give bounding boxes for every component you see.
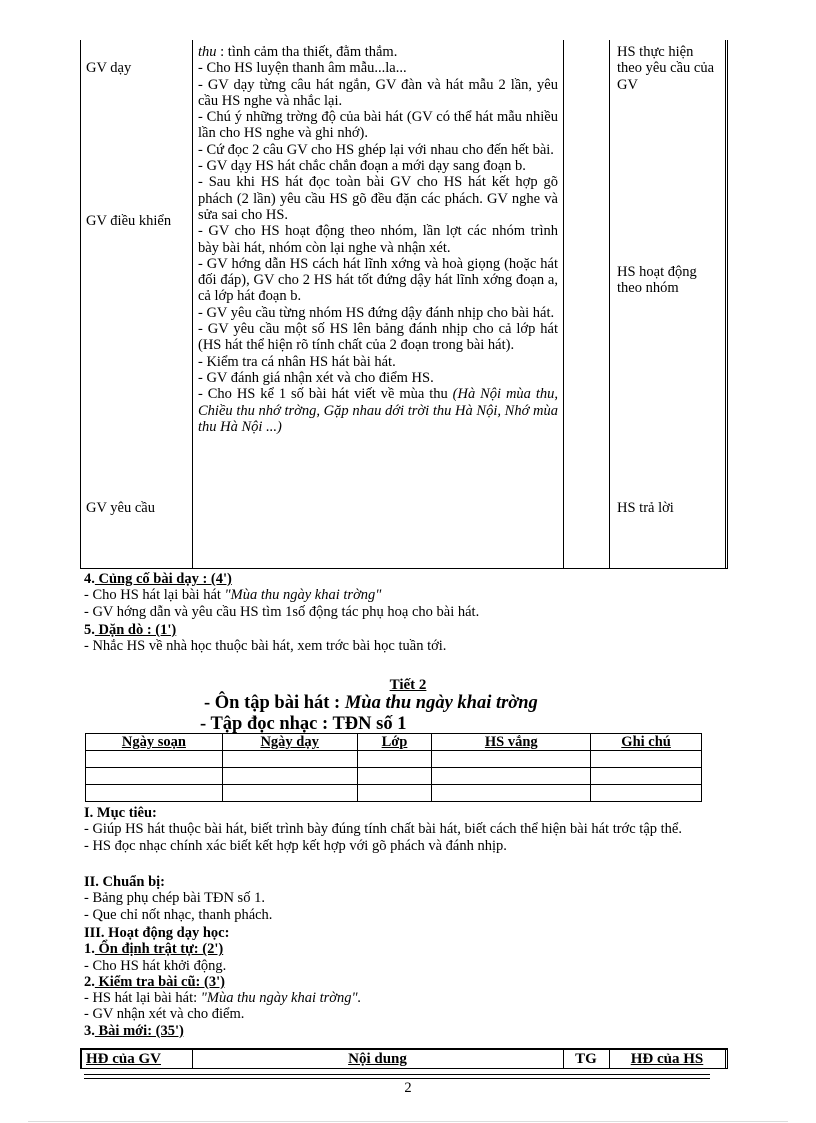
teacher-activity-3: GV yêu cầu bbox=[86, 500, 155, 516]
teacher-activity-1: GV dạy bbox=[86, 60, 132, 76]
bottom-header-tg: TG bbox=[575, 1051, 597, 1067]
preparation-line-2: - Que chỉ nốt nhạc, thanh phách. bbox=[84, 906, 273, 923]
activities bbox=[84, 925, 724, 1039]
objectives bbox=[84, 805, 724, 854]
header-ngay-soan: Ngày soạn bbox=[86, 734, 223, 751]
lesson-info-table bbox=[85, 733, 702, 802]
preparation-heading: II. Chuẩn bị: bbox=[84, 874, 165, 890]
content-p9: - GV yêu cầu từng nhóm HS đứng dậy đánh nhịp cho bài hát. bbox=[198, 304, 555, 321]
content-p10: - GV yêu cầu một số HS lên bảng đánh nhịp cho cả lớp hát (HS hát thể hiện rõ tính chất của 2 đoạn trong bài hát). bbox=[198, 321, 558, 354]
objectives-line-2: - HS đọc nhạc chính xác biết kết hợp kết hợp với gõ phách và đánh nhịp. bbox=[84, 837, 507, 854]
content-p12: - GV đánh giá nhận xét và cho điểm HS. bbox=[198, 369, 434, 386]
activities-s1-line: - Cho HS hát khởi động. bbox=[84, 957, 227, 974]
content-p11: - Kiểm tra cá nhân HS hát bài hát. bbox=[198, 353, 396, 370]
teacher-activity-2: GV điều khiển bbox=[86, 213, 172, 229]
table-row bbox=[86, 768, 702, 785]
student-activity-1: HS thực hiện theo yêu cầu của GV bbox=[617, 44, 715, 93]
lesson-subtitle-1: - Ôn tập bài hát : Mùa thu ngày khai trờng bbox=[204, 693, 538, 713]
header-ngay-day: Ngày dạy bbox=[222, 734, 357, 751]
student-activity-3: HS trả lời bbox=[617, 500, 674, 516]
section-4 bbox=[84, 571, 724, 620]
content-p3: - Chú ý những trờng độ của bài hát (GV có thể hát mẫu nhiều lần cho HS nghe và ghi nhớ). bbox=[198, 109, 558, 142]
preparation-line-1: - Bảng phụ chép bài TĐN số 1. bbox=[84, 890, 265, 907]
objectives-heading: I. Mục tiêu: bbox=[84, 805, 157, 821]
section-5 bbox=[84, 622, 724, 655]
header-ghi-chu: Ghi chú bbox=[591, 734, 702, 751]
section-4-line-1: - Cho HS hát lại bài hát "Mùa thu ngày khai trờng" bbox=[84, 587, 382, 604]
footer-rule-2 bbox=[84, 1078, 710, 1079]
content-p6: - Sau khi HS hát đọc toàn bài GV cho HS hát kết hợp gõ phách (2 lần) yêu cầu HS gõ đều đặn các phách. GV nghe và sửa sai cho HS. bbox=[198, 174, 558, 223]
bottom-header-hs: HĐ của HS bbox=[630, 1051, 704, 1067]
section-4-heading: 4. Củng cố bài dạy : (4') bbox=[84, 571, 232, 587]
header-hs-vang: HS vắng bbox=[432, 734, 591, 751]
content-p5: - GV dạy HS hát chắc chắn đoạn a mới dạy sang đoạn b. bbox=[198, 158, 526, 175]
content-line0-italic: thu bbox=[198, 44, 217, 60]
lesson-subtitle-2: - Tập đọc nhạc : TĐN số 1 bbox=[200, 714, 407, 734]
lesson-title: Tiết 2 bbox=[389, 677, 427, 693]
header-lop: Lớp bbox=[357, 734, 432, 751]
preparation bbox=[84, 874, 724, 923]
activities-s2-line-2: - GV nhận xét và cho điểm. bbox=[84, 1006, 245, 1023]
activities-s1-heading: 1. Ổn định trật tự: (2') bbox=[84, 941, 224, 958]
student-activity-2: HS hoạt động theo nhóm bbox=[617, 264, 697, 297]
section-5-line-1: - Nhắc HS về nhà học thuộc bài hát, xem trớc bài học tuần tới. bbox=[84, 638, 447, 655]
page-number: 2 bbox=[404, 1080, 412, 1096]
content-p2: - GV dạy từng câu hát ngắn, GV đàn và hát mẫu 2 lần, yêu cầu HS nghe và nhắc lại. bbox=[198, 76, 558, 109]
activities-s3-heading: 3. Bài mới: (35') bbox=[84, 1022, 184, 1039]
bottom-header-gv: HĐ của GV bbox=[86, 1051, 161, 1067]
activities-heading: III. Hoạt động dạy học: bbox=[84, 925, 230, 941]
content-p1: - Cho HS luyện thanh âm mẫu...la... bbox=[198, 60, 407, 77]
content-line0: : tình cảm tha thiết, đằm thắm. bbox=[216, 44, 398, 60]
objectives-line-1: - Giúp HS hát thuộc bài hát, biết trình bày đúng tính chất bài hát, biết cách thể hiện bài hát trớc tập thể. bbox=[84, 821, 682, 838]
activities-s2-heading: 2. Kiểm tra bài cũ: (3') bbox=[84, 973, 225, 990]
table-row bbox=[86, 785, 702, 802]
content-p7: - GV cho HS hoạt động theo nhóm, lần lợt các nhóm trình bày bài hát, nhóm còn lại nghe và nhận xét. bbox=[198, 223, 558, 256]
content-p13b: (Hà Nội mùa thu, Chiều thu nhớ trờng, Gặp nhau dới trời thu Hà Nội, Nhớ mùa thu Hà Nội ...) bbox=[198, 386, 558, 435]
bottom-header-content: Nội dung bbox=[348, 1051, 407, 1067]
table-row bbox=[86, 751, 702, 768]
content-p4: - Cứ đọc 2 câu GV cho HS ghép lại với nhau cho đến hết bài. bbox=[198, 141, 554, 158]
lesson-content bbox=[198, 44, 558, 434]
footer-rule-1 bbox=[84, 1074, 710, 1075]
content-p8: - GV hớng dẫn HS cách hát lĩnh xớng và hoà giọng (hoặc hát đối đáp), GV cho 2 HS hát tốt đứng dậy hát lĩnh xớng đoạn a, cả lớp hát đoạn b. bbox=[198, 255, 558, 305]
section-5-heading: 5. Dặn dò : (1') bbox=[84, 622, 177, 638]
activities-s2-line-1: - HS hát lại bài hát: "Mùa thu ngày khai trờng". bbox=[84, 990, 362, 1007]
content-p13a: - Cho HS kể 1 số bài hát viết về mùa thu bbox=[198, 386, 453, 403]
section-4-line-2: - GV hớng dẫn và yêu cầu HS tìm 1số động tác phụ hoạ cho bài hát. bbox=[84, 603, 480, 620]
page-edge bbox=[28, 1121, 788, 1122]
